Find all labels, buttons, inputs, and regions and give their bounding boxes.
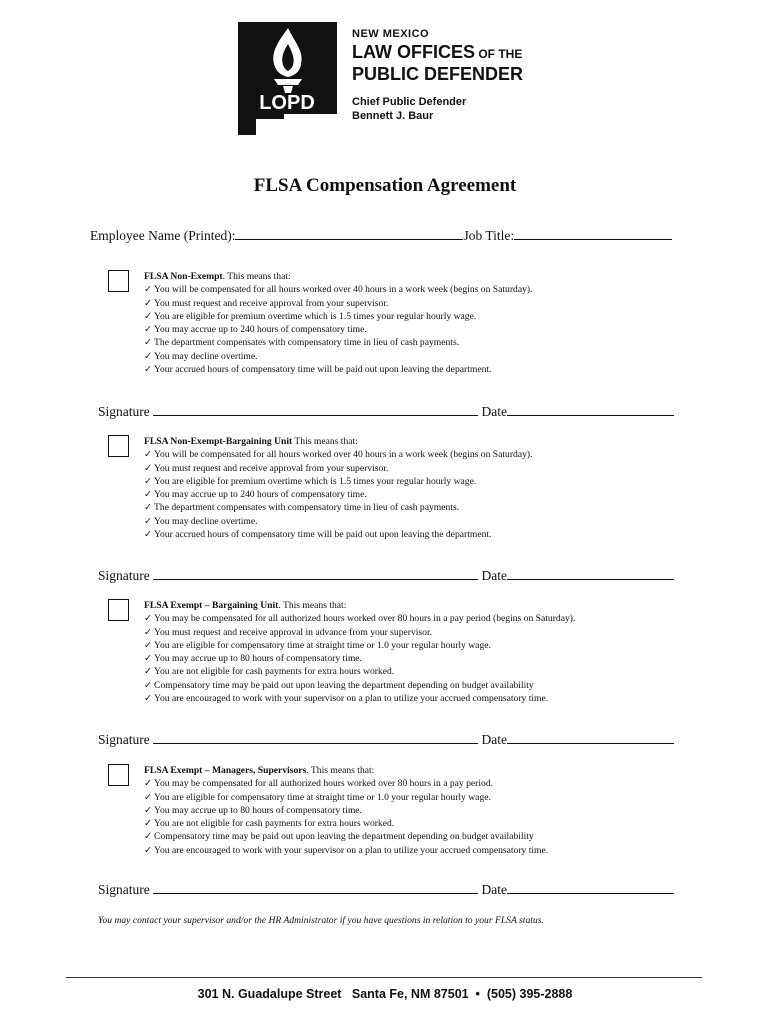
- list-item: ✓ You may accrue up to 80 hours of compensatory time.: [144, 804, 362, 816]
- list-item: ✓ You must request and receive approval from your supervisor.: [144, 462, 389, 474]
- list-item: ✓ You may be compensated for all authorized hours worked over 80 hours in a pay period.: [144, 778, 494, 790]
- org-state: NEW MEXICO: [352, 28, 430, 40]
- option-heading: FLSA Exempt – Managers, Supervisors. This means that:: [144, 765, 375, 776]
- chief-public-defender: Chief Public Defender Bennett J. Baur: [352, 96, 467, 122]
- org-line2: LAW OFFICES OF THE: [352, 42, 523, 62]
- list-item: ✓ You may accrue up to 240 hours of compensatory time.: [144, 489, 367, 501]
- list-item: ✓ The department compensates with compensatory time in lieu of cash payments.: [144, 502, 460, 514]
- date-field[interactable]: [507, 732, 674, 744]
- option-heading: FLSA Exempt – Bargaining Unit. This means that:: [144, 600, 347, 611]
- org-line3: PUBLIC DEFENDER: [352, 64, 524, 84]
- option-text: [144, 270, 532, 376]
- page-title: FLSA Compensation Agreement: [253, 175, 517, 196]
- list-item: ✓ Compensatory time may be paid out upon leaving the department depending on budget availability: [144, 831, 534, 843]
- signature-field[interactable]: [153, 568, 478, 580]
- date-field[interactable]: [507, 568, 674, 580]
- option-text: [144, 764, 548, 857]
- option-checkbox[interactable]: [108, 270, 129, 292]
- list-item: ✓ You are eligible for compensatory time at straight time or 1.0 your regular hourly wage.: [144, 639, 491, 651]
- svg-text:LOPD: LOPD: [259, 92, 315, 114]
- list-item: ✓ You are encouraged to work with your supervisor on a plan to utilize your accrued compensatory time.: [144, 844, 549, 856]
- list-item: ✓ The department compensates with compensatory time in lieu of cash payments.: [144, 337, 460, 349]
- list-item: ✓ You may decline overtime.: [144, 515, 258, 527]
- date-field[interactable]: [507, 882, 674, 894]
- list-item: ✓ Your accrued hours of compensatory time will be paid out upon leaving the department.: [144, 364, 492, 376]
- list-item: ✓ You may accrue up to 240 hours of compensatory time.: [144, 324, 367, 336]
- footer-address: 301 N. Guadalupe Street Santa Fe, NM 87501 • (505) 395-2888: [197, 987, 573, 1001]
- list-item: ✓ You are eligible for premium overtime which is 1.5 times your regular hourly wage.: [144, 475, 477, 487]
- option-checkbox[interactable]: [108, 599, 129, 621]
- list-item: ✓ You must request and receive approval from your supervisor.: [144, 297, 389, 309]
- signature-line: Signature Date: [98, 882, 674, 898]
- list-item: ✓ You will be compensated for all hours worked over 40 hours in a work week (begins on Saturday).: [144, 284, 533, 296]
- employee-info-line: [90, 228, 672, 244]
- option-text: [144, 435, 532, 541]
- option-heading: FLSA Non-Exempt. This means that:: [144, 271, 291, 282]
- list-item: ✓ Compensatory time may be paid out upon leaving the department depending on budget availability: [144, 679, 534, 691]
- date-field[interactable]: [507, 404, 674, 416]
- employee-name-label: Employee Name (Printed):: [90, 228, 236, 243]
- list-item: ✓ You may accrue up to 80 hours of compensatory time.: [144, 653, 362, 665]
- org-name: [352, 28, 523, 123]
- list-item: ✓ You are not eligible for cash payments for extra hours worked.: [144, 818, 395, 830]
- option-checkbox[interactable]: [108, 435, 129, 457]
- employee-name-field[interactable]: [235, 228, 463, 240]
- signature-line: Signature Date: [98, 732, 674, 748]
- footer-divider: [66, 977, 702, 978]
- signature-line: Signature Date: [98, 404, 674, 420]
- option-heading: FLSA Non-Exempt-Bargaining Unit This means that:: [144, 436, 358, 447]
- option-checkbox[interactable]: [108, 764, 129, 786]
- list-item: ✓ You may decline overtime.: [144, 350, 258, 362]
- signature-field[interactable]: [153, 882, 478, 894]
- list-item: ✓ Your accrued hours of compensatory time will be paid out upon leaving the department.: [144, 529, 492, 541]
- option-text: [144, 599, 575, 705]
- list-item: ✓ You are eligible for compensatory time at straight time or 1.0 your regular hourly wage.: [144, 791, 491, 803]
- lopd-logo: [238, 22, 337, 135]
- list-item: ✓ You are encouraged to work with your supervisor on a plan to utilize your accrued compensatory time.: [144, 693, 549, 705]
- signature-field[interactable]: [153, 404, 478, 416]
- signature-field[interactable]: [153, 732, 478, 744]
- list-item: ✓ You are eligible for premium overtime which is 1.5 times your regular hourly wage.: [144, 310, 477, 322]
- footnote: You may contact your supervisor and/or the HR Administrator if you have questions in relation to your FLSA status.: [98, 915, 544, 926]
- list-item: ✓ You are not eligible for cash payments for extra hours worked.: [144, 666, 395, 678]
- list-item: ✓ You will be compensated for all hours worked over 40 hours in a work week (begins on Saturday).: [144, 449, 533, 461]
- list-item: ✓ You may be compensated for all authorized hours worked over 80 hours in a pay period (begins on Saturday).: [144, 613, 576, 625]
- list-item: ✓ You must request and receive approval in advance from your supervisor.: [144, 626, 433, 638]
- job-title-label: Job Title:: [463, 228, 515, 243]
- signature-line: Signature Date: [98, 568, 674, 584]
- job-title-field[interactable]: [514, 228, 672, 240]
